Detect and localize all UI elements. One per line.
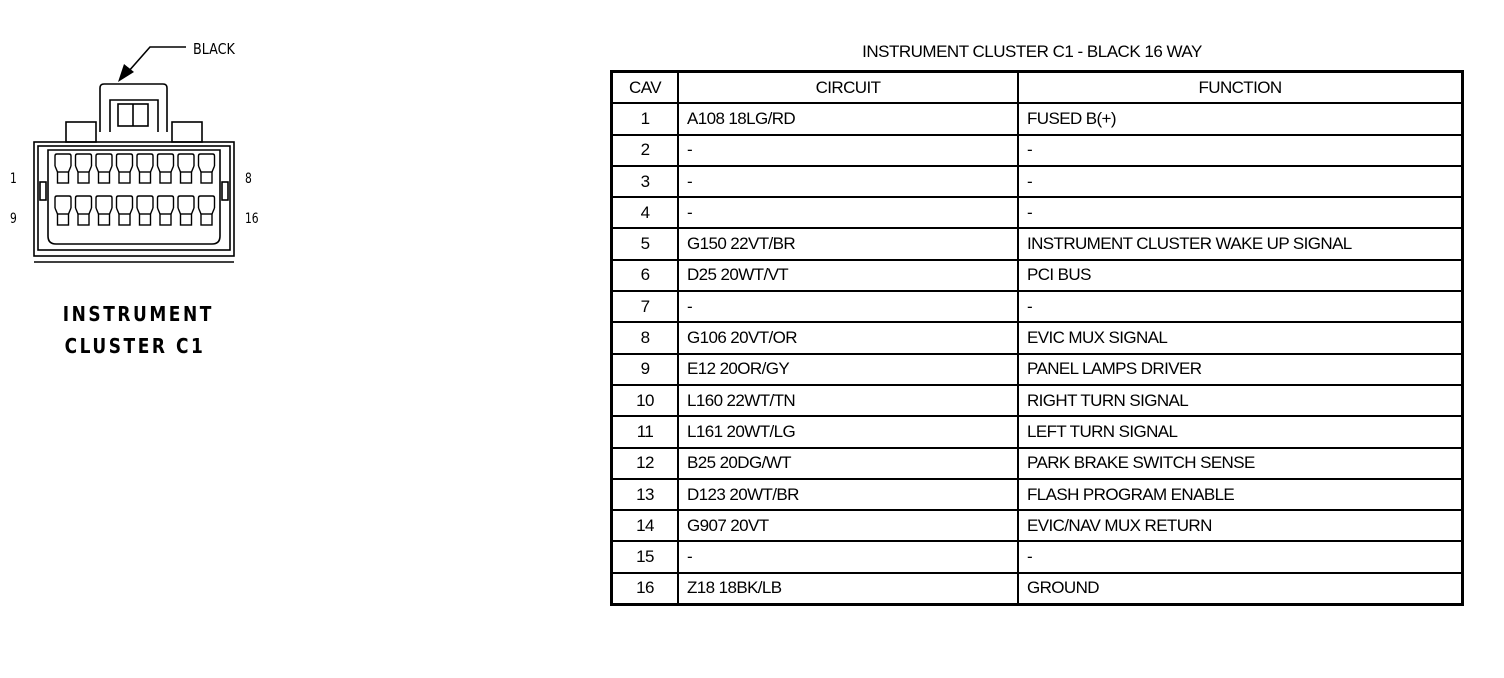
function-cell: - bbox=[1018, 197, 1463, 228]
circuit-cell: A108 18LG/RD bbox=[678, 103, 1018, 134]
pin-label-1: 1 bbox=[10, 171, 17, 187]
pinout-table bbox=[610, 70, 1464, 606]
cav-cell: 7 bbox=[612, 291, 679, 322]
function-cell: RIGHT TURN SIGNAL bbox=[1018, 385, 1463, 416]
table-row bbox=[612, 103, 1463, 134]
circuit-cell: Z18 18BK/LB bbox=[678, 573, 1018, 605]
table-row bbox=[612, 166, 1463, 197]
cav-cell: 13 bbox=[612, 479, 679, 510]
connector-title-line2: CLUSTER C1 bbox=[64, 334, 206, 358]
connector-cavity bbox=[158, 196, 174, 225]
connector-cavity bbox=[117, 154, 133, 183]
cav-cell: 12 bbox=[612, 448, 679, 479]
function-cell: PCI BUS bbox=[1018, 260, 1463, 291]
header-circuit: CIRCUIT bbox=[678, 72, 1018, 104]
table-row bbox=[612, 322, 1463, 353]
circuit-cell: B25 20DG/WT bbox=[678, 448, 1018, 479]
table-row bbox=[612, 385, 1463, 416]
callout-leader-line bbox=[128, 47, 186, 72]
connector-cavity bbox=[76, 154, 92, 183]
table-header-row bbox=[612, 72, 1463, 104]
cavity-grid bbox=[55, 154, 215, 225]
cav-cell: 15 bbox=[612, 541, 679, 572]
function-cell: - bbox=[1018, 135, 1463, 166]
function-cell: INSTRUMENT CLUSTER WAKE UP SIGNAL bbox=[1018, 228, 1463, 259]
circuit-cell: G907 20VT bbox=[678, 510, 1018, 541]
connector-cavity bbox=[199, 154, 215, 183]
table-row bbox=[612, 479, 1463, 510]
connector-title-line1: INSTRUMENT bbox=[62, 302, 214, 326]
connector-title bbox=[62, 298, 214, 362]
function-cell: EVIC MUX SIGNAL bbox=[1018, 322, 1463, 353]
table-row bbox=[612, 416, 1463, 447]
connector-cavity bbox=[199, 196, 215, 225]
circuit-cell: G150 22VT/BR bbox=[678, 228, 1018, 259]
pin-label-8: 8 bbox=[245, 171, 252, 187]
cav-cell: 3 bbox=[612, 166, 679, 197]
circuit-cell: - bbox=[678, 135, 1018, 166]
connector-face-drawing bbox=[0, 0, 300, 290]
circuit-cell: - bbox=[678, 541, 1018, 572]
circuit-cell: L161 20WT/LG bbox=[678, 416, 1018, 447]
cav-cell: 5 bbox=[612, 228, 679, 259]
table-row bbox=[612, 260, 1463, 291]
function-cell: - bbox=[1018, 291, 1463, 322]
connector-cavity bbox=[96, 196, 112, 225]
table-row bbox=[612, 291, 1463, 322]
connector-cavity bbox=[137, 196, 153, 225]
cav-cell: 6 bbox=[612, 260, 679, 291]
pin-label-9: 9 bbox=[10, 211, 17, 227]
function-cell: FLASH PROGRAM ENABLE bbox=[1018, 479, 1463, 510]
connector-cavity bbox=[76, 196, 92, 225]
cav-cell: 1 bbox=[612, 103, 679, 134]
pin-label-16: 16 bbox=[245, 211, 259, 227]
cav-cell: 9 bbox=[612, 354, 679, 385]
connector-cavity bbox=[178, 154, 194, 183]
table-row bbox=[612, 228, 1463, 259]
circuit-cell: D25 20WT/VT bbox=[678, 260, 1018, 291]
connector-cavity bbox=[96, 154, 112, 183]
function-cell: - bbox=[1018, 541, 1463, 572]
function-cell: PARK BRAKE SWITCH SENSE bbox=[1018, 448, 1463, 479]
cav-cell: 2 bbox=[612, 135, 679, 166]
header-function: FUNCTION bbox=[1018, 72, 1463, 104]
circuit-cell: - bbox=[678, 197, 1018, 228]
connector-cavity bbox=[117, 196, 133, 225]
function-cell: EVIC/NAV MUX RETURN bbox=[1018, 510, 1463, 541]
circuit-cell: E12 20OR/GY bbox=[678, 354, 1018, 385]
connector-cavity bbox=[55, 196, 71, 225]
table-row bbox=[612, 510, 1463, 541]
table-row bbox=[612, 354, 1463, 385]
function-cell: LEFT TURN SIGNAL bbox=[1018, 416, 1463, 447]
function-cell: PANEL LAMPS DRIVER bbox=[1018, 354, 1463, 385]
cav-cell: 16 bbox=[612, 573, 679, 605]
cav-cell: 4 bbox=[612, 197, 679, 228]
header-cav: CAV bbox=[612, 72, 679, 104]
cav-cell: 14 bbox=[612, 510, 679, 541]
connector-cavity bbox=[158, 154, 174, 183]
circuit-cell: D123 20WT/BR bbox=[678, 479, 1018, 510]
connector-cavity bbox=[178, 196, 194, 225]
circuit-cell: - bbox=[678, 166, 1018, 197]
connector-key-right bbox=[172, 122, 202, 142]
circuit-cell: - bbox=[678, 291, 1018, 322]
connector-cavity bbox=[55, 154, 71, 183]
function-cell: FUSED B(+) bbox=[1018, 103, 1463, 134]
table-row bbox=[612, 448, 1463, 479]
function-cell: GROUND bbox=[1018, 573, 1463, 605]
table-row bbox=[612, 135, 1463, 166]
connector-key-left bbox=[66, 122, 96, 142]
table-row bbox=[612, 197, 1463, 228]
circuit-cell: G106 20VT/OR bbox=[678, 322, 1018, 353]
cav-cell: 10 bbox=[612, 385, 679, 416]
table-title: INSTRUMENT CLUSTER C1 - BLACK 16 WAY bbox=[862, 42, 1202, 61]
table-row bbox=[612, 541, 1463, 572]
cav-cell: 8 bbox=[612, 322, 679, 353]
cav-cell: 11 bbox=[612, 416, 679, 447]
connector-cavity bbox=[137, 154, 153, 183]
function-cell: - bbox=[1018, 166, 1463, 197]
connector-body bbox=[34, 142, 234, 256]
table-row bbox=[612, 573, 1463, 605]
connector-color-label: BLACK bbox=[193, 40, 235, 58]
circuit-cell: L160 22WT/TN bbox=[678, 385, 1018, 416]
